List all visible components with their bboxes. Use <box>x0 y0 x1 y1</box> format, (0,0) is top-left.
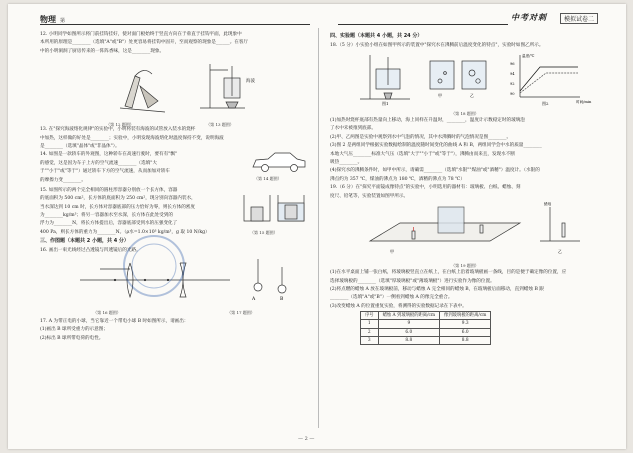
containers-figure <box>240 191 308 227</box>
q19-intro-line: 19.（6 分）在"探究平面镜成像特点"的实验中，小明选用的器材有：玻璃板、白纸、蜡烛、刻 <box>330 185 521 191</box>
brand-logo: 中考对刺 <box>511 13 547 22</box>
question-13 <box>40 126 308 150</box>
ball-b-label: B <box>280 297 284 303</box>
section-3-heading: 三、作图题（本题共 2 小题，共 4 分） <box>40 237 129 244</box>
question-15 <box>40 187 308 236</box>
table-row <box>361 320 491 328</box>
question-16: 16. 画出一束光线经过凸透镜与凹透镜后的光路。 <box>40 248 141 254</box>
hook-and-beaker-figure <box>40 56 308 118</box>
question-14 <box>40 151 308 183</box>
right-column <box>330 31 600 345</box>
q14-line: 的摩擦力变________。 <box>40 177 86 183</box>
table-cell: 3 <box>361 336 379 344</box>
q15-line: 15. 如图所示的两个完全相同的圆柱形容器分别放一个长方体，容器 <box>40 187 178 193</box>
boiling-figure <box>330 51 600 107</box>
section-4-heading: 四、实验题（本题共 4 小题，共 24 分） <box>330 33 423 39</box>
q18-line: 了水中未被推到底部。 <box>330 126 376 132</box>
table-cell: 2 <box>361 328 379 336</box>
q17-line: (2)标出 B 球所带电荷的电性。 <box>40 335 104 341</box>
fig18-tick-90: 90 <box>510 91 515 96</box>
q12-line: 12. 小明同学如图所示将门前挂钩挂好，使对面门板始终于竖直方向在于垂直于挂钩平面，此现象中 <box>40 32 242 37</box>
q18-line: (3)图 2 是两组同学根据实验数据绘制的温度随时间变化的曲线 A 和 B，两组同学会中水的质量________ <box>330 143 542 149</box>
q15-line: 当水深达到 10 cm 时，长方体对容器底部的压力恰好为零，则长方体的密度 <box>40 204 195 210</box>
fig16-caption: （第 16 题图） <box>93 309 121 315</box>
header-rule-right <box>338 24 508 25</box>
data-table <box>360 311 491 345</box>
table-cell: 6.0 <box>378 328 439 336</box>
q18-intro: 18.（5 分）小实验小组在如图甲所示的装置中"探究水在沸腾前后温度变化的特点"，实验时如图乙所示。 <box>330 43 544 49</box>
q12-line: 中的小明洞洞了厨房传来的一阵阵香味，这是________现象。 <box>40 48 165 54</box>
table-cell: 9 <box>378 320 439 328</box>
fig15-caption: （第 15 题图） <box>250 229 278 235</box>
q19-intro-line: 度尺、铅笔等，实验装置如图甲所示。 <box>330 193 409 199</box>
fig18-tick-92: 92 <box>510 81 515 86</box>
table-cell: 6.0 <box>440 328 491 336</box>
fig19-label-yi: 乙 <box>558 248 562 254</box>
subject-title: 物理 第 <box>40 15 66 24</box>
fig18-label-2: 图2 <box>542 100 549 106</box>
q14-line: 于""小于"或"等于"）通过轿车下方的空气流速，从而加加对轿车 <box>40 169 171 175</box>
fig18-tick-94: 94 <box>510 71 515 76</box>
q19-line: (3)改变蜡烛 A 的位置重复实验，将测得的实验数据记录在下表中。 <box>330 303 467 309</box>
q15-line: 的底面积为 500 cm²，长方体的底面积为 250 cm²，现分别向容器内装水， <box>40 196 196 202</box>
q13-line: 13. 在"探究海波熔化规律"的实验中，小明将装有海波的试管放入装水的烧杯 <box>40 127 196 133</box>
fig18-label-jia: 甲 <box>438 92 442 98</box>
q19-line: 选择玻璃板的________（选填"厚玻璃板"或"薄玻璃板"）进行实验作为像的位置。 <box>330 278 495 284</box>
fig18-x-axis: 时间/min <box>576 99 592 104</box>
table-row <box>361 328 491 336</box>
fig18-label-yi: 乙 <box>470 92 474 98</box>
q19-line: (2)将点燃的蜡烛 A 放在玻璃板前，移动与蜡烛 A 完全相同的蜡烛 B，在玻璃板后面移动，直到蜡烛 B 跟 <box>330 287 544 293</box>
q18-line: (2)甲、乙两图是实验中观察到水中气泡的情况，其中水沸腾时的气泡情况是图________。 <box>330 134 512 140</box>
paper-tag: 模拟试卷二 <box>560 13 598 24</box>
fig19-caption: （第 19 题图） <box>451 263 479 269</box>
fig18-caption: （第 18 题图） <box>451 110 479 116</box>
table-cell: 8.8 <box>440 336 491 344</box>
table-header: 蜡烛 A 到玻璃板的距离/cm <box>378 312 439 320</box>
car-figure <box>250 149 308 175</box>
table-header: 序号 <box>361 312 379 320</box>
table-row <box>361 336 491 344</box>
ball-a-label: A <box>252 297 256 303</box>
fig18-tick-96: 96 <box>510 61 515 66</box>
q19-line: ________（选填"A"或"B"）一侧看到蜡烛 A 的像完全重合。 <box>330 295 453 301</box>
q13-line: 是________（选填"晶体"或"非晶体"）。 <box>40 143 120 149</box>
q18-line: 沸点约为 357 ℃，煤油的沸点为 180 ℃，酒精的沸点为 78 ℃） <box>330 176 465 182</box>
question-19 <box>330 269 600 310</box>
question-12 <box>40 31 308 55</box>
page-number: — 2 — <box>298 436 315 442</box>
q18-line: 吸热________。 <box>330 159 363 165</box>
question-18 <box>330 117 600 183</box>
q18-line: (1)加热时烧杯底部有热量向上移动，海上同样在升温时，________，温度计示数稳定时的玻璃泡 <box>330 118 525 123</box>
stamp-seal <box>120 232 188 300</box>
table-cell: 8.8 <box>378 336 439 344</box>
fig18-y-axis: 温度/℃ <box>522 53 535 58</box>
fig14-caption: （第 14 题图） <box>254 176 282 182</box>
question-17 <box>40 318 308 342</box>
exam-sheet <box>8 4 626 449</box>
fig17-caption: （第 17 题图） <box>227 309 255 315</box>
q18-line: (4)探究水的沸腾条件时，如甲中所示，请确需________（选填"水银""煤油"或"酒精"）温度计。（水银的 <box>330 168 540 174</box>
table-header: 像到玻璃板的距离/cm <box>440 312 491 320</box>
column-divider <box>318 28 319 428</box>
q15-line: 浮力为________N，将长方体提出后，容器底部受到水的压强变化了 <box>40 221 178 227</box>
q19-line: (1)在水平桌面上铺一张白纸，将玻璃板竖直立在纸上，在白纸上沿着玻璃板画一条线，目的是便于确定像的位置，应 <box>330 270 567 276</box>
fig19-label-jia: 甲 <box>390 248 394 254</box>
q15-line: 400 Pa，则长方体的重力为________N。（ρ水=1.0×10³ kg/m³，g 取 10 N/kg） <box>40 229 210 235</box>
table-cell: 1 <box>361 320 379 328</box>
fig13-label: 海波 <box>246 79 255 85</box>
table-cell: 9.3 <box>440 320 491 328</box>
q14-line: 的感觉，这是因为车子上方的空气流速________（选填"大 <box>40 160 157 166</box>
q18-line: 本地大气压________标准大气压（选填"大于""小于"或"等于"），沸腾由而来且，发现水不断 <box>330 151 515 157</box>
q17-line: (1)画出 B 球所受重力的示意图； <box>40 327 108 333</box>
fig13-caption: （第 13 题图） <box>206 122 234 128</box>
header-rule-left <box>40 24 310 25</box>
fig12-caption: （第 12 题图） <box>106 122 134 128</box>
figures-12-13 <box>40 56 308 126</box>
q17-line: 17. A 为带正电的小球，当它靠近一个带电小球 B 时如图所示，请画出： <box>40 318 189 324</box>
q14-line: 14. 如图是一款轿车的外观图，这种轿车在高速行驶时，要有有"飘" <box>40 152 178 158</box>
fig18-label-1: 图1 <box>382 100 389 106</box>
fig19-label-candle: 蜡烛 <box>544 201 552 206</box>
q13-line: 中加热，这样做的好处是________；实验中，小明发现海波熔化时温度保持不变，说明海波 <box>40 135 224 141</box>
q12-line: 本所用的原理是________（选填"A"或"B"）处更容易将挂钩中固开，至而观察的现象是______。在客厅 <box>40 40 249 46</box>
q15-line: 为________kg/m³；将另一容器加水至水深，长方体在此处受到的 <box>40 212 173 218</box>
q19-intro <box>330 184 600 200</box>
mirror-figure <box>330 201 600 259</box>
